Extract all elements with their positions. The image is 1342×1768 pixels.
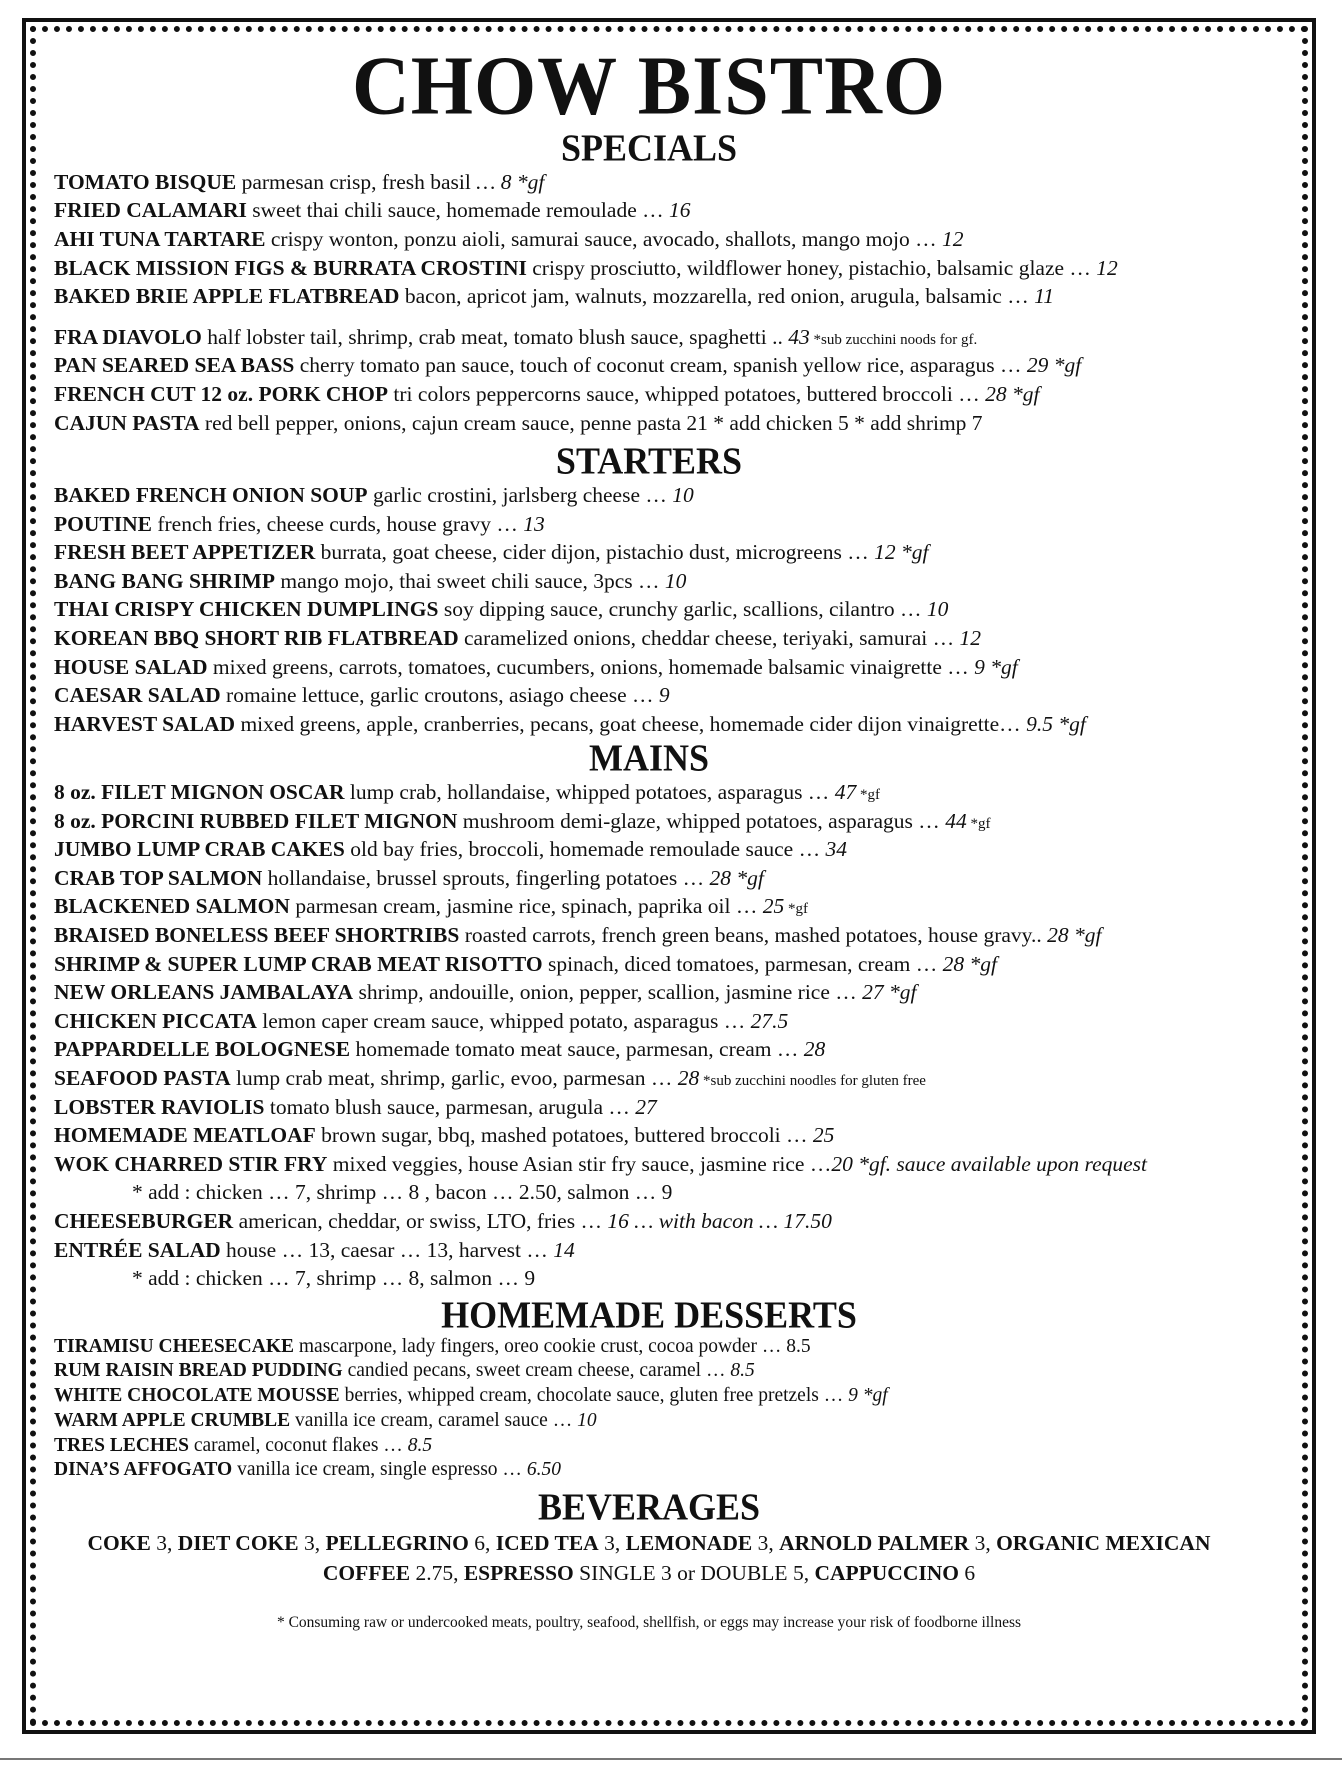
item-price: 10 — [672, 482, 694, 507]
item-description: mascarpone, lady fingers, oreo cookie crust, cocoa powder … 8.5 — [294, 1335, 811, 1357]
beverage-price: SINGLE 3 or DOUBLE 5, — [573, 1561, 815, 1586]
item-name: FRENCH CUT 12 oz. PORK CHOP — [54, 381, 389, 406]
item-name: POUTINE — [54, 511, 152, 536]
item-name: NEW ORLEANS JAMBALAYA — [54, 980, 354, 1005]
main-item — [54, 892, 1244, 921]
item-name: HOUSE SALAD — [54, 654, 208, 679]
beverage-price: 6, — [468, 1530, 496, 1555]
main-item — [54, 1064, 1244, 1093]
beverage-price: 3, — [969, 1530, 997, 1555]
main-item — [54, 1236, 1244, 1265]
special-item — [54, 351, 1244, 380]
item-description: lump crab meat, shrimp, garlic, evoo, parmesan … — [230, 1066, 678, 1091]
item-description: caramel, coconut flakes … — [188, 1434, 408, 1456]
restaurant-title: CHOW BISTRO — [351, 39, 947, 133]
item-note: *gf — [856, 787, 880, 804]
special-item — [54, 254, 1244, 283]
beverage-price: 3, — [150, 1530, 178, 1555]
item-description: spinach, diced tomatoes, parmesan, cream … — [542, 951, 943, 976]
beverages-line-2 — [54, 1559, 1244, 1588]
item-name: ENTRÉE SALAD — [54, 1237, 221, 1262]
item-price: 10 — [926, 597, 949, 622]
starters-list — [54, 481, 1244, 738]
item-price: 16 — [669, 198, 691, 223]
item-name: HARVEST SALAD — [54, 711, 236, 736]
main-item — [54, 921, 1244, 950]
beverage-price: 2.75, — [410, 1561, 464, 1586]
starters-heading: STARTERS — [555, 439, 743, 483]
page-bottom-rule — [0, 1758, 1342, 1760]
item-name: THAI CRISPY CHICKEN DUMPLINGS — [54, 597, 439, 622]
item-name: 8 oz. PORCINI RUBBED FILET MIGNON — [54, 808, 458, 833]
item-price: 28 — [803, 1037, 826, 1062]
item-note: *gf — [966, 815, 991, 832]
item-price: 11 — [1034, 284, 1054, 309]
item-price: 12 *gf — [874, 540, 929, 565]
item-description: roasted carrots, french green beans, mashed potatoes, house gravy.. — [459, 923, 1048, 948]
item-description: sweet thai chili sauce, homemade remoulade … — [246, 198, 669, 223]
main-item — [54, 1093, 1244, 1122]
starter-item — [54, 567, 1244, 596]
specials-heading: SPECIALS — [560, 126, 738, 170]
special-item — [54, 168, 1244, 197]
mains-addon-1: * add : chicken … 7, shrimp … 8 , bacon … 2.50, salmon … 9 — [132, 1180, 673, 1205]
item-name: FRIED CALAMARI — [54, 198, 247, 223]
item-price: 8.5 — [730, 1360, 755, 1382]
item-price: 16 … with bacon … 17.50 — [607, 1208, 832, 1233]
item-price: 28 *gf — [1047, 923, 1102, 948]
item-price: 9 — [658, 683, 670, 708]
item-description: burrata, goat cheese, cider dijon, pistachio dust, microgreens … — [315, 540, 875, 565]
item-price: 14 — [553, 1237, 575, 1262]
beverage-name: PELLEGRINO — [325, 1530, 469, 1555]
item-description: hollandaise, brussel sprouts, fingerling potatoes … — [262, 865, 710, 890]
beverages-line-1 — [54, 1529, 1244, 1558]
special-item — [54, 225, 1244, 254]
special-item — [54, 196, 1244, 225]
item-price: 8.5 — [407, 1434, 433, 1456]
item-price: 12 — [1096, 255, 1118, 280]
mains-heading: MAINS — [588, 737, 709, 780]
beverage-price: 3, — [598, 1530, 626, 1555]
item-description: tri colors peppercorns sauce, whipped potatoes, buttered broccoli … — [388, 381, 986, 406]
item-description: cherry tomato pan sauce, touch of coconut cream, spanish yellow rice, asparagus … — [294, 353, 1027, 378]
item-price: 20 *gf. sauce available upon request — [831, 1151, 1148, 1176]
item-description: vanilla ice cream, single espresso … — [232, 1459, 527, 1481]
item-description: parmesan cream, jasmine rice, spinach, paprika oil … — [289, 894, 763, 919]
item-name: LOBSTER RAVIOLIS — [54, 1094, 265, 1119]
dessert-item — [54, 1384, 1244, 1409]
item-description: garlic crostini, jarlsberg cheese … — [367, 482, 673, 507]
special-item — [54, 409, 1244, 438]
item-price: 27 *gf — [862, 980, 917, 1005]
item-price: 25 — [812, 1123, 835, 1148]
main-item — [54, 778, 1244, 807]
item-description: homemade tomato meat sauce, parmesan, cream … — [350, 1037, 804, 1062]
starter-item — [54, 710, 1244, 739]
item-price: 27 — [635, 1094, 657, 1119]
beverage-name: COFFEE — [322, 1561, 411, 1586]
item-description: vanilla ice cream, caramel sauce … — [290, 1409, 578, 1431]
item-price: 43 — [788, 324, 810, 349]
main-item — [54, 1150, 1244, 1179]
item-name: 8 oz. FILET MIGNON OSCAR — [54, 780, 345, 805]
item-note: *sub zucchini noodles for gluten free — [699, 1073, 926, 1090]
item-name: CAESAR SALAD — [54, 683, 221, 708]
item-price: 28 *gf — [709, 865, 764, 890]
beverage-name: ESPRESSO — [463, 1561, 574, 1586]
item-price: 10 — [664, 568, 687, 593]
beverage-name: CAPPUCCINO — [814, 1561, 959, 1586]
item-description: bacon, apricot jam, walnuts, mozzarella, red onion, arugula, balsamic … — [399, 284, 1035, 309]
item-name: CHEESEBURGER — [54, 1208, 234, 1233]
item-name: BAKED BRIE APPLE FLATBREAD — [54, 284, 400, 309]
main-item — [54, 950, 1244, 979]
starter-item — [54, 481, 1244, 510]
dessert-item — [54, 1434, 1244, 1459]
item-price: 34 — [825, 837, 847, 862]
item-description: lump crab, hollandaise, whipped potatoes, asparagus … — [344, 780, 835, 805]
item-name: TIRAMISU CHEESECAKE — [54, 1335, 295, 1357]
mains-list — [54, 778, 1244, 1178]
main-item — [54, 978, 1244, 1007]
item-price: 28 *gf — [985, 381, 1040, 406]
beverage-name: LEMONADE — [625, 1530, 753, 1555]
item-description: house … 13, caesar … 13, harvest … — [220, 1237, 554, 1262]
item-name: SEAFOOD PASTA — [54, 1066, 231, 1091]
item-description: american, cheddar, or swiss, LTO, fries … — [233, 1208, 608, 1233]
item-name: CRAB TOP SALMON — [54, 865, 263, 890]
item-name: JUMBO LUMP CRAB CAKES — [54, 837, 345, 862]
item-price: 9.5 *gf — [1026, 711, 1086, 736]
special-item — [54, 380, 1244, 409]
item-name: SHRIMP & SUPER LUMP CRAB MEAT RISOTTO — [54, 951, 543, 976]
item-description: romaine lettuce, garlic croutons, asiago cheese … — [220, 683, 659, 708]
beverage-name: COKE — [87, 1530, 151, 1555]
item-name: BANG BANG SHRIMP — [54, 568, 275, 593]
starter-item — [54, 624, 1244, 653]
item-price: 12 — [942, 226, 964, 251]
item-description: tomato blush sauce, parmesan, arugula … — [264, 1094, 636, 1119]
item-name: KOREAN BBQ SHORT RIB FLATBREAD — [54, 625, 459, 650]
foodborne-illness-footnote: * Consuming raw or undercooked meats, poultry, seafood, shellfish, or eggs may increase your risk of foodborne illness — [276, 1614, 1022, 1632]
item-name: PAPPARDELLE BOLOGNESE — [54, 1037, 351, 1062]
item-note: *gf — [784, 901, 809, 918]
item-name: WOK CHARRED STIR FRY — [54, 1151, 328, 1176]
item-description: mushroom demi-glaze, whipped potatoes, asparagus … — [457, 808, 946, 833]
item-name: AHI TUNA TARTARE — [54, 226, 266, 251]
starter-item — [54, 510, 1244, 539]
starter-item — [54, 653, 1244, 682]
beverages-heading: BEVERAGES — [537, 1485, 761, 1529]
menu-content — [54, 24, 1244, 1632]
item-description: mixed veggies, house Asian stir fry sauce, jasmine rice … — [327, 1151, 832, 1176]
item-price: 9 *gf — [974, 654, 1018, 679]
item-name: BLACKENED SALMON — [54, 894, 290, 919]
item-name: BLACK MISSION FIGS & BURRATA CROSTINI — [54, 255, 527, 280]
item-price: 9 *gf — [848, 1385, 888, 1407]
dessert-item — [54, 1458, 1244, 1483]
item-description: lemon caper cream sauce, whipped potato, asparagus … — [256, 1008, 751, 1033]
main-item — [54, 1007, 1244, 1036]
item-description: caramelized onions, cheddar cheese, teriyaki, samurai … — [458, 625, 960, 650]
item-name: FRESH BEET APPETIZER — [54, 540, 316, 565]
item-name: CAJUN PASTA — [54, 410, 200, 435]
main-item — [54, 1035, 1244, 1064]
item-description: shrimp, andouille, onion, pepper, scallion, jasmine rice … — [353, 980, 863, 1005]
beverage-price: 3, — [298, 1530, 326, 1555]
item-price: 28 *gf — [942, 951, 997, 976]
main-item — [54, 1207, 1244, 1236]
item-description: mixed greens, carrots, tomatoes, cucumbers, onions, homemade balsamic vinaigrette … — [207, 654, 975, 679]
item-note: *sub zucchini noods for gf. — [809, 331, 978, 348]
item-price: 13 — [523, 511, 545, 536]
item-description: red bell pepper, onions, cajun cream sauce, penne pasta 21 * add chicken 5 * add shrimp 7 — [199, 410, 983, 435]
starter-item — [54, 595, 1244, 624]
item-description: mixed greens, apple, cranberries, pecans, goat cheese, homemade cider dijon vinaigrette… — [235, 711, 1027, 736]
item-name: PAN SEARED SEA BASS — [54, 353, 295, 378]
beverage-name: ICED TEA — [495, 1530, 599, 1555]
desserts-heading: HOMEMADE DESSERTS — [441, 1293, 857, 1336]
item-name: WARM APPLE CRUMBLE — [54, 1409, 291, 1431]
special-item — [54, 282, 1244, 311]
dessert-item — [54, 1335, 1244, 1360]
item-description: crispy wonton, ponzu aioli, samurai sauce, avocado, shallots, mango mojo … — [265, 226, 943, 251]
item-name: HOMEMADE MEATLOAF — [54, 1123, 316, 1148]
item-price: … 8 *gf — [476, 169, 545, 194]
item-price: 10 — [577, 1409, 597, 1431]
item-description: old bay fries, broccoli, homemade remoulade sauce … — [344, 837, 826, 862]
item-name: TOMATO BISQUE — [54, 169, 237, 194]
item-name: BRAISED BONELESS BEEF SHORTRIBS — [54, 923, 460, 948]
item-description: parmesan crisp, fresh basil — [236, 169, 477, 194]
main-item — [54, 807, 1244, 836]
main-item — [54, 1121, 1244, 1150]
item-price: 44 — [945, 808, 967, 833]
main-item — [54, 835, 1244, 864]
item-name: CHICKEN PICCATA — [54, 1008, 257, 1033]
item-description: berries, whipped cream, chocolate sauce, gluten free pretzels … — [339, 1385, 849, 1407]
item-description: crispy prosciutto, wildflower honey, pistachio, balsamic glaze … — [526, 255, 1097, 280]
item-price: 28 — [677, 1066, 700, 1091]
dessert-item — [54, 1409, 1244, 1434]
item-description: mango mojo, thai sweet chili sauce, 3pcs … — [274, 568, 665, 593]
starter-item — [54, 681, 1244, 710]
item-name: DINA’S AFFOGATO — [54, 1459, 233, 1481]
desserts-list — [54, 1335, 1244, 1484]
beverage-price: 3, — [752, 1530, 780, 1555]
mains-list-2 — [54, 1207, 1244, 1264]
item-description: half lobster tail, shrimp, crab meat, tomato blush sauce, spaghetti .. — [201, 324, 789, 349]
starter-item — [54, 538, 1244, 567]
item-name: BAKED FRENCH ONION SOUP — [54, 482, 368, 507]
item-description: brown sugar, bbq, mashed potatoes, buttered broccoli … — [315, 1123, 813, 1148]
beverage-name: ORGANIC MEXICAN — [996, 1530, 1211, 1555]
special-item — [54, 323, 1244, 352]
beverage-price: 6 — [958, 1561, 976, 1586]
item-description: french fries, cheese curds, house gravy … — [151, 511, 524, 536]
beverage-name: ARNOLD PALMER — [779, 1530, 970, 1555]
item-description: candied pecans, sweet cream cheese, caramel … — [342, 1360, 731, 1382]
item-name: WHITE CHOCOLATE MOUSSE — [54, 1385, 340, 1407]
main-item — [54, 864, 1244, 893]
item-price: 27.5 — [750, 1008, 789, 1033]
item-name: FRA DIAVOLO — [54, 324, 202, 349]
specials-group-2 — [54, 323, 1244, 437]
dessert-item — [54, 1359, 1244, 1384]
item-price: 47 — [834, 780, 857, 805]
item-price: 12 — [959, 625, 981, 650]
item-price: 6.50 — [526, 1459, 561, 1481]
item-price: 29 *gf — [1026, 353, 1082, 378]
item-description: soy dipping sauce, crunchy garlic, scallions, cilantro … — [438, 597, 927, 622]
item-price: 25 — [762, 894, 785, 919]
item-name: RUM RAISIN BREAD PUDDING — [54, 1360, 343, 1382]
item-name: TRES LECHES — [54, 1434, 189, 1456]
beverage-name: DIET COKE — [177, 1530, 299, 1555]
specials-group-1 — [54, 168, 1244, 311]
mains-addon-2: * add : chicken … 7, shrimp … 8, salmon … 9 — [132, 1266, 536, 1291]
